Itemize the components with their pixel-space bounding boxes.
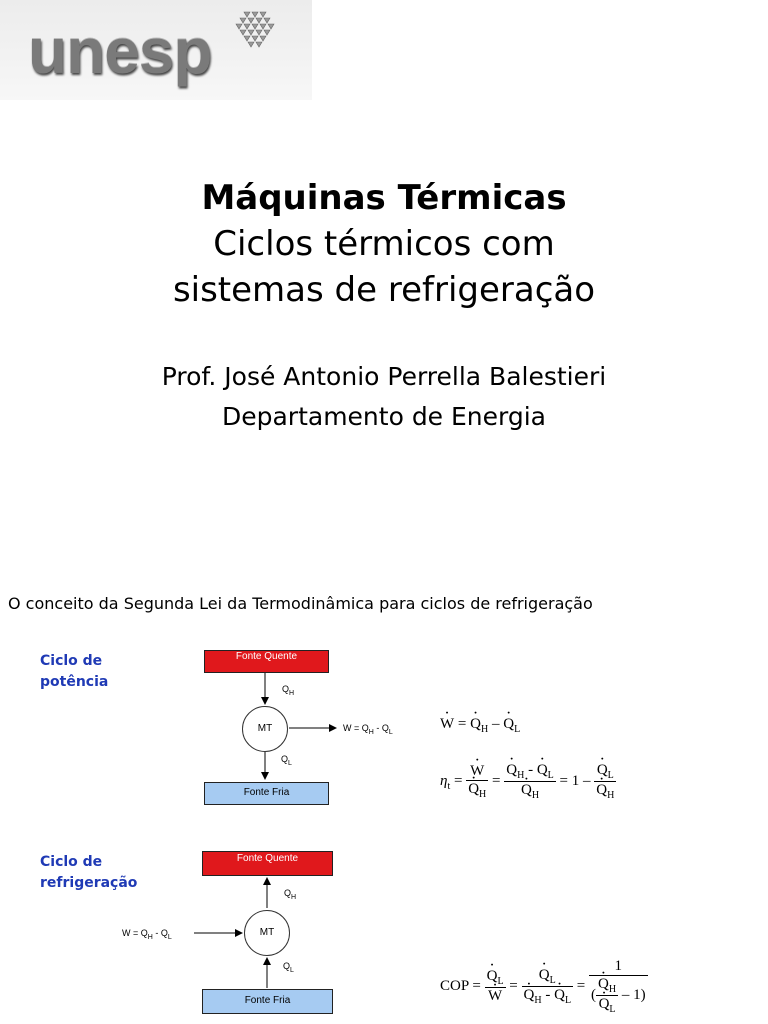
power-ql-text: Q [281, 754, 289, 764]
refr-work-sub-l: L [167, 933, 172, 941]
eff3-ql: · Q [597, 762, 608, 779]
cop-frac-3: 1 ( · $Q_H$ · $Q_L$ – 1) [589, 958, 648, 1015]
eff2-ql: · Q [537, 762, 548, 779]
eta-symbol: η [440, 772, 448, 789]
eff-w: · W [470, 763, 484, 780]
cop-ql-sub: L [497, 976, 504, 987]
cop3-qh-sub: H [608, 984, 617, 995]
power-ql-sub: L [288, 759, 292, 767]
refrigeration-engine: MT [244, 910, 290, 956]
eff-frac-1 [466, 763, 488, 800]
intro-text: O conceito da Segunda Lei da Termodinâmica para ciclos de refrigeração [8, 594, 593, 613]
eff3-ql-sub: L [607, 770, 614, 781]
eff2-qhd-sub: H [531, 790, 540, 801]
eff-qh: · Q [468, 781, 479, 798]
cop3-ql-sub: L [609, 1004, 616, 1015]
power-cycle-label-line1: Ciclo de [40, 653, 103, 669]
power-cycle-label-line2: potência [40, 674, 109, 690]
refrigeration-work-label [122, 928, 172, 941]
refrigeration-ql-label [283, 961, 294, 974]
eff-qh-sub: H [479, 789, 487, 800]
eff3-qh: · Q [596, 782, 607, 799]
cop-w: · W [488, 988, 502, 1005]
refrigeration-hot-source: Fonte Quente [202, 851, 333, 876]
power-work-sub-l: L [388, 728, 393, 736]
cop-frac-2: · $Q_L$ · $Q_H$ - · $Q_L$ [522, 967, 574, 1006]
cop-equation: COP = · $Q_L$ · W = · $Q_L$ · $Q_H$ - · $Q_L$ = 1 ( · $Q_H$ · $Q_L$ – 1) [440, 958, 648, 1015]
power-qh-text: Q [282, 684, 290, 694]
power-work-text: W = Q [343, 723, 369, 733]
slide-subtitle-line2: sistemas de refrigeração [172, 270, 596, 310]
cop2-qld-sub: L [564, 995, 572, 1006]
cop3-one-b: 1 [633, 986, 641, 1003]
refr-qh-text: Q [284, 888, 292, 898]
eff2-qh: · Q [506, 762, 517, 779]
refr-work-minus: - Q [152, 928, 168, 938]
refr-qh-sub: H [291, 893, 297, 901]
refrigeration-cycle-label-line1: Ciclo de [40, 854, 103, 870]
cop2-qld: · Q [554, 987, 565, 1004]
department-name: Departamento de Energia [221, 402, 547, 431]
eff-frac-3 [594, 762, 616, 801]
refr-work-text: W = Q [122, 928, 148, 938]
eff2-qhd: · Q [521, 782, 532, 799]
power-work-minus: - Q [373, 723, 389, 733]
refrigeration-qh-label [284, 888, 296, 901]
cop-inner-frac [596, 976, 618, 1015]
cop-text: COP [440, 977, 469, 994]
power-qh-sub: H [289, 689, 295, 697]
refr-ql-text: Q [283, 961, 291, 971]
power-engine: MT [242, 706, 288, 752]
refrigeration-cycle-label-line2: refrigeração [40, 875, 138, 891]
cop-frac-1 [485, 968, 506, 1005]
qh-dot: · Q [470, 716, 481, 733]
author-name: Prof. José Antonio Perrella Balestieri [161, 362, 607, 391]
eff2-ql-sub: L [547, 770, 554, 781]
eff3-qh-sub: H [607, 790, 615, 801]
slide-subtitle-line1: Ciclos térmicos com [213, 224, 555, 264]
refr-ql-sub: L [290, 966, 294, 974]
refr-work-sub-h: H [147, 933, 153, 941]
slide-title: Máquinas Térmicas [201, 178, 567, 218]
eff-one: 1 [571, 772, 580, 789]
power-cold-source: Fonte Fria [204, 782, 329, 805]
ql-sub: L [514, 724, 521, 735]
power-work-sub-h: H [368, 728, 374, 736]
eff-frac-2: · $Q_H$ - · $Q_L$ · $Q_H$ [504, 762, 556, 801]
refrigeration-cold-source: Fonte Fria [202, 989, 333, 1014]
power-hot-source: Fonte Quente [204, 650, 329, 673]
cop2-ql: · Q [539, 967, 550, 984]
power-qh-label [282, 684, 294, 697]
logo-text: unesp [28, 15, 212, 87]
eta-sub: t [447, 780, 451, 792]
work-equation: · W = · $Q_H$ – · $Q_L$ [440, 716, 520, 735]
cop3-one: 1 [589, 958, 648, 976]
qh-sub: H [480, 724, 489, 735]
cop3-qh: · Q [598, 976, 609, 993]
ql-dot: · Q [503, 716, 514, 733]
power-work-label [343, 723, 393, 736]
efficiency-equation: $\eta_t$ = · W · $Q_H$ = · $Q_H$ - · $Q_L$ · $Q_H$ = 1 – · $Q_L$ · $Q_H$ [440, 762, 616, 801]
cop3-ql: · Q [599, 996, 610, 1013]
cop2-qh-sub: H [534, 995, 542, 1006]
cop2-qh: · Q [524, 987, 535, 1004]
w-dot: · W [440, 716, 454, 733]
power-ql-label [281, 754, 292, 767]
cop2-ql-sub: L [549, 975, 556, 986]
cop-ql: · Q [487, 968, 498, 985]
eff2-qh-sub: H [517, 770, 525, 781]
refrigeration-cycle-label [40, 852, 137, 894]
